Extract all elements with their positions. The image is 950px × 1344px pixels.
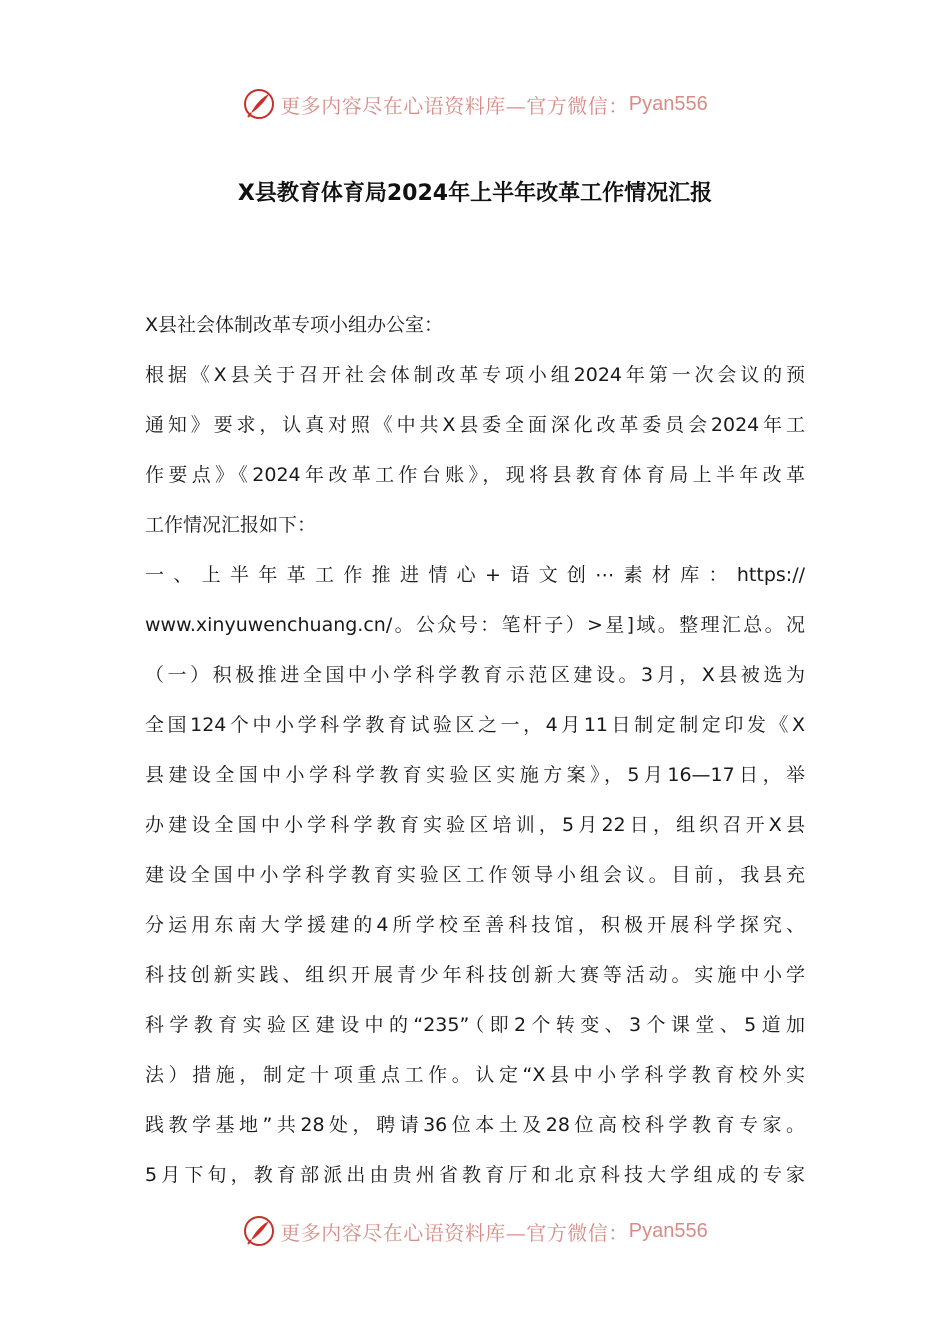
body-line: www.xinyuwenchuang.cn/。公众号：笔杆子）>星]域。整理汇总。况 bbox=[145, 614, 805, 636]
section-heading-line: 一、上半年革工作推进情心+语文创⋯素材库：https:// bbox=[145, 564, 805, 586]
body-line: 全国124个中小学科学教育试验区之一，4月11日制定制定印发《X bbox=[145, 714, 805, 736]
quill-logo-icon bbox=[242, 1214, 276, 1248]
header-watermark bbox=[0, 84, 950, 124]
subsection-heading-line: （一）积极推进全国中小学科学教育示范区建设。3月，X县被选为 bbox=[145, 664, 805, 686]
body-line: 5月下旬，教育部派出由贵州省教育厅和北京科技大学组成的专家 bbox=[145, 1164, 805, 1186]
watermark-wechat-id: Pyan556 bbox=[628, 1219, 708, 1242]
body-line: 法）措施，制定十项重点工作。认定“X县中小学科学教育校外实 bbox=[145, 1064, 805, 1086]
salutation-line: X县社会体制改革专项小组办公室： bbox=[145, 314, 444, 336]
body-line: 建设全国中小学科学教育实验区工作领导小组会议。目前，我县充 bbox=[145, 864, 805, 886]
watermark-text: 更多内容尽在心语资料库—官方微信： bbox=[280, 1220, 629, 1245]
body-line: 科技创新实践、组织开展青少年科技创新大赛等活动。实施中小学 bbox=[145, 964, 805, 986]
watermark-text: 更多内容尽在心语资料库—官方微信： bbox=[280, 93, 629, 118]
body-line: 工作情况汇报如下： bbox=[145, 514, 317, 536]
quill-logo-icon bbox=[242, 87, 276, 121]
body-line: 通知》要求，认真对照《中共X县委全面深化改革委员会2024年工 bbox=[145, 414, 805, 436]
document-body bbox=[145, 300, 805, 1200]
footer-watermark bbox=[0, 1211, 950, 1251]
watermark-wechat-id: Pyan556 bbox=[628, 92, 708, 115]
body-line: 办建设全国中小学科学教育实验区培训，5月22日，组织召开X县 bbox=[145, 814, 805, 836]
body-line: 作要点》《2024年改革工作台账》，现将县教育体育局上半年改革 bbox=[145, 464, 805, 486]
body-line: 分运用东南大学援建的4所学校至善科技馆，积极开展科学探究、 bbox=[145, 914, 805, 936]
body-line: 践教学基地”共28处，聘请36位本土及28位高校科学教育专家。 bbox=[145, 1114, 805, 1136]
body-line: 科学教育实验区建设中的“235”（即2个转变、3个课堂、5道加 bbox=[145, 1014, 805, 1036]
body-line: 县建设全国中小学科学教育实验区实施方案》，5月16—17日，举 bbox=[145, 764, 805, 786]
document-title: X县教育体育局2024年上半年改革工作情况汇报 bbox=[237, 181, 713, 206]
body-line: 根据《X县关于召开社会体制改革专项小组2024年第一次会议的预 bbox=[145, 364, 805, 386]
